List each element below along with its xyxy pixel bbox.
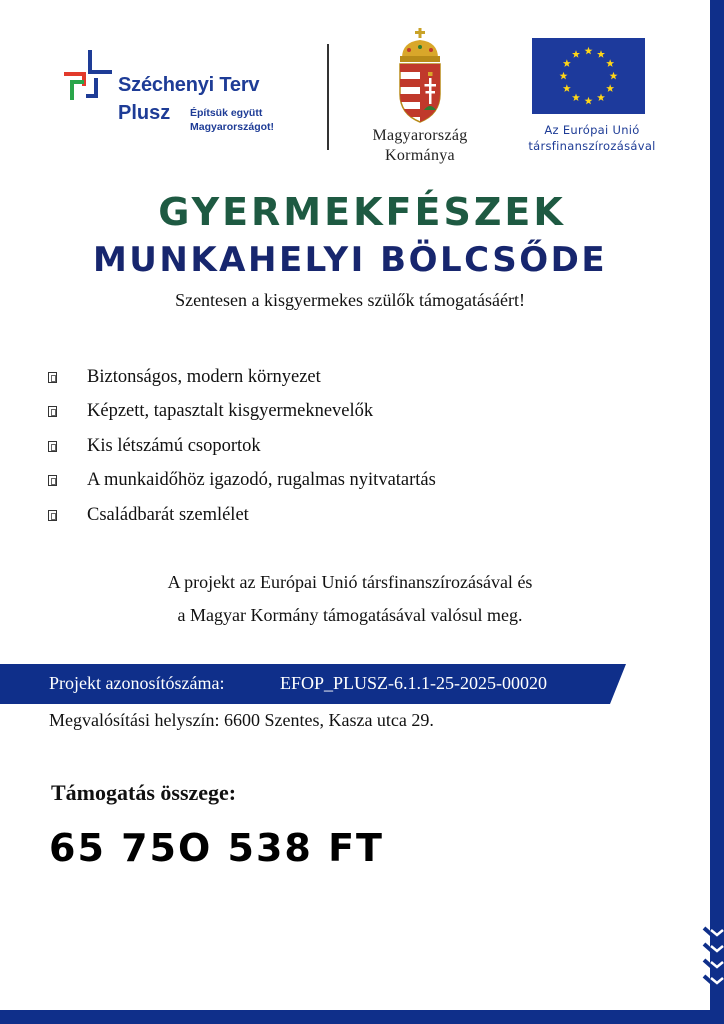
list-item (44, 429, 664, 464)
logo-divider (327, 44, 329, 150)
bullet-icon (48, 406, 57, 417)
eu-star-icon (572, 93, 580, 101)
eu-star-icon (585, 47, 593, 55)
eu-star-icon (610, 72, 618, 80)
szechenyi-slogan (190, 106, 274, 134)
government-line-1: Magyarország (372, 127, 468, 144)
szechenyi-title: Széchenyi Terv (118, 74, 260, 96)
project-id-value: EFOP_PLUSZ-6.1.1-25-2025-00020 (280, 673, 548, 693)
bullet-icon (48, 510, 57, 521)
eu-stars-icon (532, 38, 645, 114)
list-item-text: Kis létszámú csoportok (87, 435, 261, 456)
right-blue-edge (710, 0, 724, 1024)
bullet-icon (48, 441, 57, 452)
eu-cofinancing-text (512, 122, 672, 154)
bullet-icon (48, 475, 57, 486)
eu-flag (532, 38, 645, 114)
eu-line-1: Az Európai Unió (544, 123, 640, 137)
title-gyermekfeszek: GYERMEKFÉSZEK (158, 190, 566, 234)
list-item-text: A munkaidőhöz igazodó, rugalmas nyitvatartás (87, 470, 436, 491)
eu-star-icon (597, 50, 605, 58)
project-line-1: A projekt az Európai Unió társfinanszírozásával és (167, 572, 533, 592)
eu-star-icon (606, 59, 614, 67)
eu-star-icon (563, 84, 571, 92)
subtitle: Szentesen a kisgyermekes szülők támogatásáért! (175, 290, 525, 310)
szechenyi-cross-icon (60, 50, 112, 106)
eu-line-2: társfinanszírozásával (528, 139, 656, 153)
slogan-line-1: Építsük együtt (190, 107, 263, 119)
list-item-text: Biztonságos, modern környezet (87, 366, 321, 387)
title-munkahelyi-bolcsode: MUNKAHELYI BÖLCSŐDE (92, 240, 608, 280)
support-amount: 65 75O 538 FT (49, 826, 384, 870)
szechenyi-terv-logo (60, 50, 310, 140)
list-item (44, 395, 664, 430)
list-item (44, 464, 664, 499)
project-id-label: Projekt azonosítószáma: (49, 673, 225, 693)
project-line-2: a Magyar Kormány támogatásával valósul meg. (177, 605, 523, 625)
list-item (44, 360, 664, 395)
eu-star-icon (560, 72, 568, 80)
list-item (44, 498, 664, 533)
government-name (345, 126, 495, 166)
bullet-icon (48, 372, 57, 383)
bottom-blue-edge (0, 1010, 724, 1024)
list-item-text: Családbarát szemlélet (87, 504, 249, 525)
project-statement (0, 566, 700, 632)
right-chevrons-icon (702, 920, 724, 1020)
support-amount-label: Támogatás összege: (51, 780, 237, 805)
eu-star-icon (585, 97, 593, 105)
eu-star-icon (597, 93, 605, 101)
government-line-2: Kormánya (385, 147, 455, 164)
szechenyi-plusz: Plusz (118, 102, 171, 124)
hungarian-coat-of-arms-icon (394, 28, 446, 126)
eu-star-icon (563, 59, 571, 67)
slogan-line-2: Magyarországot! (190, 121, 275, 133)
eu-star-icon (572, 50, 580, 58)
project-location: Megvalósítási helyszín: 6600 Szentes, Kasza utca 29. (49, 710, 434, 730)
feature-list (44, 360, 664, 533)
list-item-text: Képzett, tapasztalt kisgyermeknevelők (87, 401, 374, 422)
eu-star-icon (606, 84, 614, 92)
